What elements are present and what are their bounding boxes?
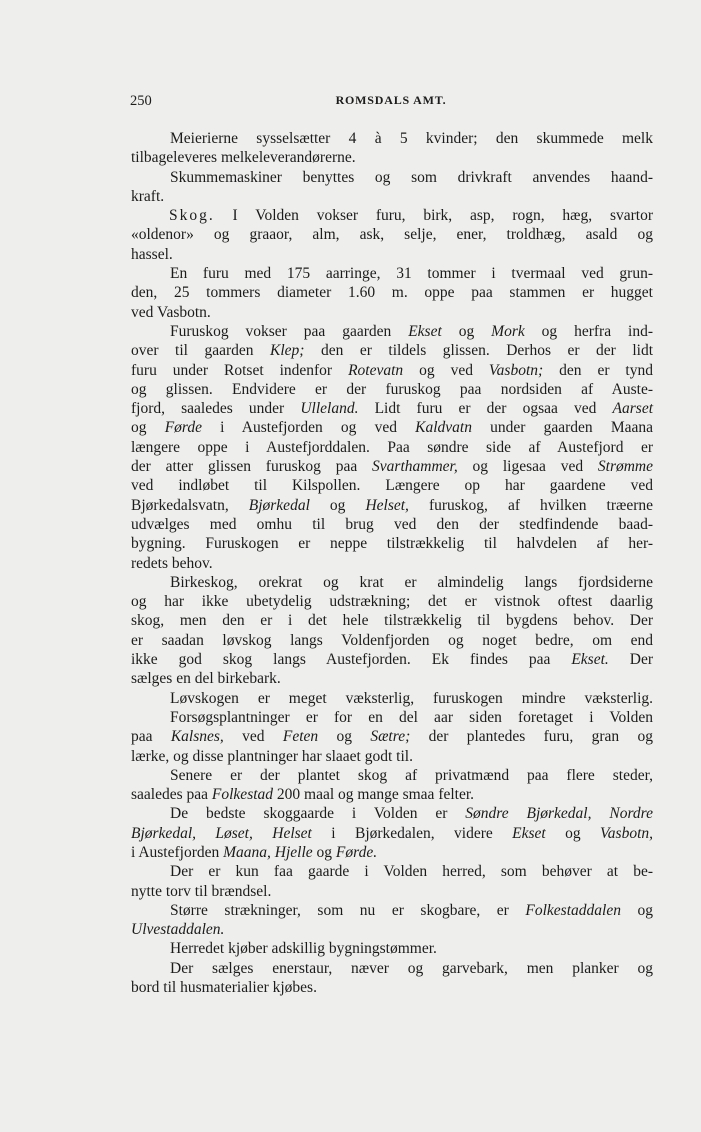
text-line: [131, 418, 653, 437]
text-segment: Bjørkedalsvatn,: [131, 496, 249, 514]
text-segment: De bedste skoggaarde i Volden er: [170, 805, 466, 823]
text-line: Forsøgsplantninger er for en del aar siden foretaget i Volden: [170, 708, 653, 726]
page-header: [130, 93, 652, 115]
text-segment: i Austefjorden og ved: [202, 419, 416, 437]
text-segment: der plantedes furu, gran og: [410, 728, 653, 746]
text-line: [131, 920, 653, 939]
text-segment: ved: [223, 728, 283, 746]
text-line: [131, 322, 653, 341]
text-line: og har ikke ubetydelig udstrækning; det er vistnok oftest daarlig: [131, 593, 653, 611]
text-segment: Skog.: [169, 207, 215, 225]
text-line: [131, 399, 653, 418]
italic-name: Klep;: [270, 342, 305, 360]
running-title: ROMSDALS AMT.: [335, 93, 447, 107]
text-segment: Der: [608, 651, 653, 669]
text-line: [131, 457, 653, 476]
text-segment: og: [131, 419, 165, 437]
text-line: [131, 824, 653, 843]
italic-name: Maana, Hjelle: [223, 843, 313, 861]
text-line: [131, 804, 653, 823]
italic-name: Helset,: [365, 496, 409, 514]
page-number: 250: [130, 93, 152, 109]
text-line: En furu med 175 aarringe, 31 tommer i tvermaal ved grun-: [170, 265, 653, 283]
italic-name: Strømme: [597, 458, 653, 476]
italic-name: Vasbotn;: [488, 361, 544, 379]
text-segment: I Volden vokser furu, birk, asp, rogn, hæg, svartor: [214, 207, 653, 225]
text-segment: og: [318, 728, 371, 746]
italic-name: Mork: [491, 322, 525, 340]
text-line: er saadan løvskog langs Voldenfjorden og noget bedre, om end: [131, 631, 653, 649]
text-segment: under gaarden Maana: [471, 419, 654, 437]
text-line: Herredet kjøber adskillig bygningstømmer.: [170, 940, 437, 958]
text-line: hassel.: [131, 245, 173, 263]
italic-name: Aarset: [612, 400, 653, 418]
text-line: udvælges med omhu til brug ved den der stedfindende baad-: [131, 515, 653, 533]
text-segment: i Austefjorden: [131, 843, 224, 861]
italic-name: Folkestad: [211, 786, 274, 804]
text-line: kraft.: [131, 187, 165, 205]
text-segment: den er tildels glissen. Derhos er der lidt: [304, 342, 653, 360]
text-line: lærke, og disse plantninger har slaaet godt til.: [131, 747, 413, 765]
italic-name: Søndre Bjørkedal, Nordre: [465, 805, 654, 823]
text-segment: saaledes paa: [131, 786, 212, 804]
text-segment: og herfra ind-: [524, 322, 654, 340]
italic-name: Rotevatn: [348, 361, 404, 379]
italic-name: Vasbotn,: [600, 824, 654, 842]
text-segment: Større strækninger, som nu er skogbare, er: [170, 901, 526, 919]
italic-name: Ulvestaddalen.: [131, 921, 225, 939]
italic-name: Svarthammer,: [372, 458, 458, 476]
text-line: [131, 496, 653, 515]
italic-name: Ekset: [408, 322, 442, 340]
text-segment: og: [620, 901, 653, 919]
text-line: ved Vasbotn.: [131, 303, 211, 321]
italic-name: Førde.: [335, 843, 378, 861]
text-segment: og: [312, 843, 336, 861]
text-line: den, 25 tommers diameter 1.60 m. oppe paa stammen er hugget: [131, 284, 653, 302]
text-segment: og ligesaa ved: [457, 458, 598, 476]
text-line: Meierierne sysselsætter 4 à 5 kvinder; den skummede melk: [170, 130, 653, 147]
text-line: bygning. Furuskogen er neppe tilstrækkelig til halvdelen af her-: [131, 535, 653, 553]
text-line: nytte torv til brændsel.: [131, 882, 272, 900]
italic-name: Kalsnes,: [170, 728, 224, 746]
text-line: Birkeskog, orekrat og krat er almindelig langs fjordsiderne: [170, 573, 653, 591]
text-segment: i Bjørkedalen, videre: [311, 824, 513, 842]
text-line: og glissen. Endvidere er der furuskog paa nordsiden af Auste-: [131, 380, 653, 398]
text-line: [131, 843, 653, 862]
text-segment: der atter glissen furuskog paa: [131, 458, 373, 476]
italic-name: Kaldvatn: [415, 419, 472, 437]
text-line: længere oppe i Austefjorddalen. Paa søndre side af Austefjord er: [131, 438, 653, 456]
body-text: [131, 129, 653, 997]
text-segment: og: [309, 496, 366, 514]
text-line: Der er kun faa gaarde i Volden herred, som behøver at be-: [170, 863, 653, 881]
text-segment: Lidt furu er der ogsaa ved: [358, 400, 613, 418]
text-line: Løvskogen er meget væksterlig, furuskogen mindre væksterlig.: [170, 689, 653, 707]
text-line: [131, 361, 653, 380]
text-line: redets behov.: [131, 554, 213, 572]
text-line: tilbageleveres melkeleverandørerne.: [131, 149, 356, 167]
italic-name: Ekset: [512, 824, 546, 842]
text-segment: og: [441, 322, 492, 340]
text-line: [131, 785, 653, 804]
text-line: [131, 206, 653, 225]
text-line: sælges en del birkebark.: [131, 670, 281, 688]
text-segment: furu under Rotset indenfor: [131, 361, 349, 379]
text-line: skog, men den er i det hele tilstrækkelig til bygdens behov. Der: [131, 612, 653, 630]
text-segment: paa: [131, 728, 171, 746]
text-segment: og ved: [403, 361, 489, 379]
text-segment: fjord, saaledes under: [131, 400, 301, 418]
italic-name: Folkestaddalen: [525, 901, 621, 919]
text-line: Senere er der plantet skog af privatmænd paa flere steder,: [170, 766, 653, 784]
text-segment: 200 maal og mange smaa felter.: [273, 786, 475, 804]
text-line: [131, 901, 653, 920]
text-line: [131, 650, 653, 669]
text-segment: over til gaarden: [131, 342, 271, 360]
text-line: ved indløbet til Kilspollen. Længere op har gaardene ved: [131, 477, 653, 495]
text-line: «oldenor» og graaor, alm, ask, selje, ener, troldhæg, asald og: [131, 226, 653, 244]
text-line: [131, 727, 653, 746]
text-segment: og: [545, 824, 601, 842]
text-segment: den er tynd: [543, 361, 653, 379]
text-line: bord til husmaterialier kjøbes.: [131, 979, 317, 997]
italic-name: Sætre;: [370, 728, 411, 746]
italic-name: Førde: [164, 419, 202, 437]
italic-name: Bjørkedal, Løset, Helset: [131, 824, 312, 842]
italic-name: Feten: [282, 728, 319, 746]
italic-name: Ulleland.: [300, 400, 359, 418]
text-segment: Furuskog vokser paa gaarden: [170, 322, 409, 340]
text-line: [131, 341, 653, 360]
text-segment: furuskog, af hvilken træerne: [408, 496, 654, 514]
text-segment: ikke god skog langs Austefjorden. Ek findes paa: [131, 651, 572, 669]
italic-name: Ekset.: [571, 651, 609, 669]
italic-name: Bjørkedal: [248, 496, 310, 514]
text-line: Skummemaskiner benyttes og som drivkraft anvendes haand-: [170, 168, 653, 186]
text-line: Der sælges enerstaur, næver og garvebark, men planker og: [170, 959, 653, 977]
